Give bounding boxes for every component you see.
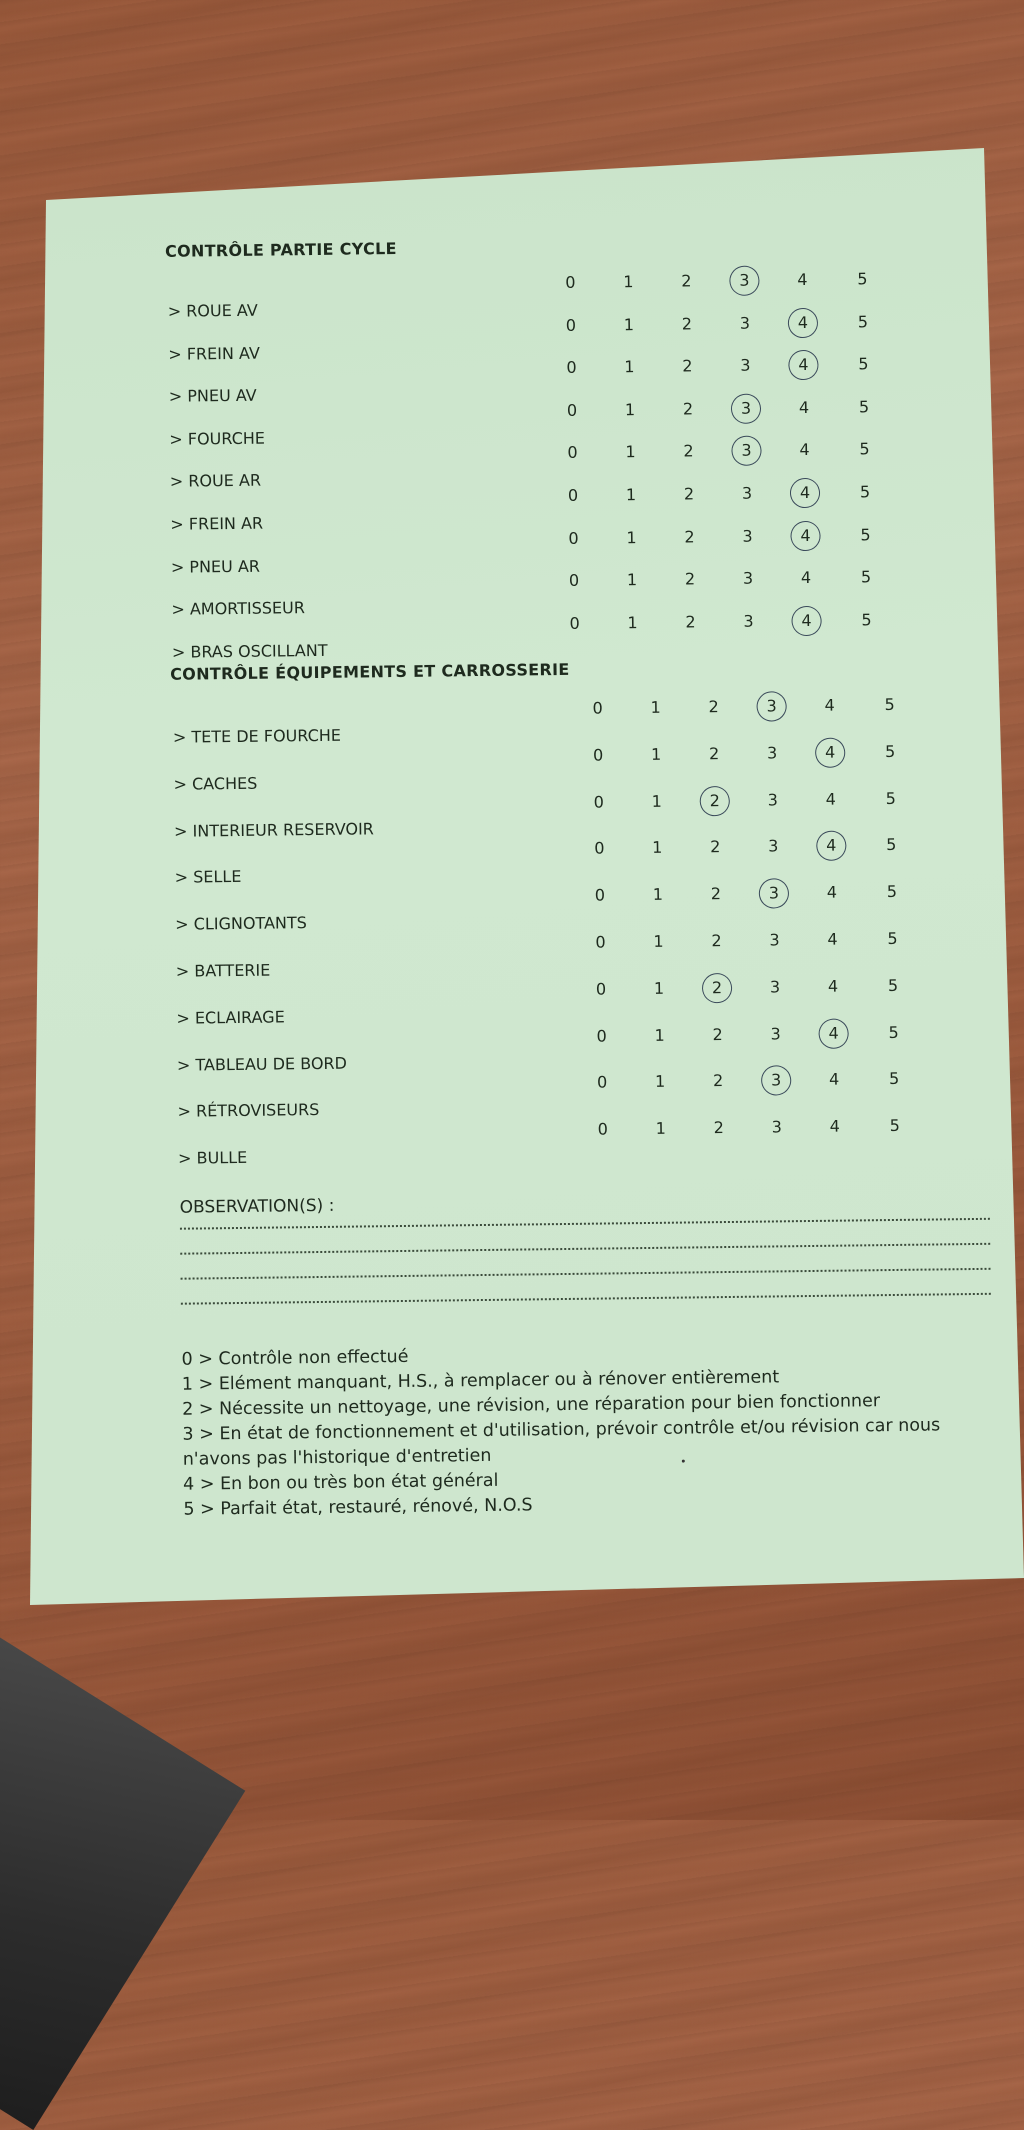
checklist-item-label: > FREIN AV xyxy=(168,343,260,364)
score-option-circled[interactable]: 4 xyxy=(791,353,815,377)
observation-line[interactable] xyxy=(181,1268,991,1280)
score-option[interactable]: 0 xyxy=(567,443,578,463)
score-option[interactable]: 3 xyxy=(771,1117,782,1137)
checklist-item-label: > FOURCHE xyxy=(169,428,266,449)
rating-scale xyxy=(0,265,1024,308)
score-option[interactable]: 2 xyxy=(713,1118,724,1138)
score-option[interactable]: 5 xyxy=(888,1022,899,1042)
score-option-circled[interactable]: 4 xyxy=(818,740,842,764)
score-option[interactable]: 0 xyxy=(594,885,606,905)
score-option[interactable]: 1 xyxy=(655,1118,666,1139)
score-option[interactable]: 0 xyxy=(569,613,580,633)
score-option[interactable]: 5 xyxy=(886,882,898,902)
score-option[interactable]: 2 xyxy=(710,837,721,857)
score-option[interactable]: 0 xyxy=(594,838,605,859)
score-option[interactable]: 3 xyxy=(741,483,753,503)
score-option[interactable]: 2 xyxy=(681,313,693,334)
score-option[interactable]: 3 xyxy=(768,836,779,856)
legend-item: 2 > Nécessite un nettoyage, une révision, une réparation pour bien fonctionner xyxy=(182,1391,881,1420)
score-option-circled[interactable]: 4 xyxy=(793,523,817,547)
section-title-cycle: CONTRÔLE PARTIE CYCLE xyxy=(164,238,397,261)
score-option[interactable]: 5 xyxy=(887,975,899,995)
checklist-item-label: > FREIN AR xyxy=(170,513,264,534)
score-option[interactable]: 2 xyxy=(711,931,722,951)
score-option[interactable]: 2 xyxy=(684,526,695,547)
score-option[interactable]: 4 xyxy=(828,1070,840,1090)
legend-item: 3 > En état de fonctionnement et d'utilisation, prévoir contrôle et/ou révision car nous n'avons pas l'historique d'entretien xyxy=(182,1415,941,1470)
score-option[interactable]: 3 xyxy=(743,611,754,631)
score-option[interactable]: 3 xyxy=(769,930,780,950)
score-option[interactable]: 0 xyxy=(596,1026,607,1046)
score-option[interactable]: 5 xyxy=(857,311,869,331)
score-option[interactable]: 1 xyxy=(650,744,662,764)
score-option[interactable]: 1 xyxy=(623,314,635,334)
score-option[interactable]: 4 xyxy=(798,397,810,417)
score-option[interactable]: 0 xyxy=(595,932,606,952)
score-option[interactable]: 5 xyxy=(859,439,870,459)
score-option[interactable]: 1 xyxy=(625,485,637,505)
section-title-equipment: CONTRÔLE ÉQUIPEMENTS ET CARROSSERIE xyxy=(170,659,570,684)
checklist-item-label: > ROUE AR xyxy=(169,471,262,492)
score-option[interactable]: 0 xyxy=(565,272,576,292)
score-option[interactable]: 3 xyxy=(770,1023,781,1044)
score-option[interactable]: 4 xyxy=(827,929,838,949)
observations-label: OBSERVATION(S) : xyxy=(179,1195,335,1218)
score-option[interactable]: 5 xyxy=(857,269,868,289)
score-option[interactable]: 0 xyxy=(565,315,577,335)
score-option[interactable]: 2 xyxy=(684,569,696,589)
score-option-circled[interactable]: 3 xyxy=(734,439,758,463)
score-option[interactable]: 2 xyxy=(712,1071,724,1091)
score-option[interactable]: 0 xyxy=(592,745,604,765)
score-option[interactable]: 1 xyxy=(627,612,638,632)
score-option[interactable]: 0 xyxy=(592,698,603,718)
checklist-item-label: > ROUE AV xyxy=(167,300,258,321)
legend-item: 1 > Elément manquant, H.S., à remplacer ou à rénover entièrement xyxy=(181,1367,780,1395)
score-option[interactable]: 5 xyxy=(858,397,870,417)
score-option[interactable]: 3 xyxy=(742,526,753,546)
legend-item: 0 > Contrôle non effectué xyxy=(181,1346,409,1370)
score-option[interactable]: 2 xyxy=(683,441,694,461)
score-option[interactable]: 1 xyxy=(624,357,635,377)
score-option[interactable]: 1 xyxy=(652,884,664,905)
score-option[interactable]: 1 xyxy=(624,399,636,420)
score-option-circled[interactable]: 2 xyxy=(703,789,727,813)
score-option[interactable]: 3 xyxy=(739,313,751,333)
checklist-item-label: > CLIGNOTANTS xyxy=(175,913,307,934)
score-option[interactable]: 2 xyxy=(708,743,720,764)
checklist-item-label: > TETE DE FOURCHE xyxy=(172,725,342,747)
score-option[interactable]: 4 xyxy=(824,695,835,715)
rating-scale xyxy=(6,691,1024,734)
checklist-item-label: > TABLEAU DE BORD xyxy=(176,1053,348,1075)
score-option[interactable]: 2 xyxy=(682,356,693,376)
ink-dot xyxy=(682,1460,685,1463)
score-option[interactable]: 1 xyxy=(654,1025,665,1045)
score-option[interactable]: 1 xyxy=(626,570,638,590)
score-option[interactable]: 0 xyxy=(566,400,578,420)
score-option[interactable]: 5 xyxy=(885,788,896,808)
score-option[interactable]: 0 xyxy=(568,570,580,591)
score-option[interactable]: 1 xyxy=(653,931,664,951)
score-option[interactable]: 0 xyxy=(568,528,579,548)
score-option-circled[interactable]: 4 xyxy=(793,481,817,505)
score-option[interactable]: 3 xyxy=(766,743,778,763)
checklist-item-label: > INTERIEUR RESERVOIR xyxy=(173,818,374,841)
score-option[interactable]: 5 xyxy=(884,694,895,715)
score-option[interactable]: 1 xyxy=(650,697,661,717)
score-option[interactable]: 1 xyxy=(626,527,637,547)
score-option[interactable]: 4 xyxy=(829,1116,840,1136)
checklist-item-label: > BATTERIE xyxy=(175,960,271,981)
score-option[interactable]: 0 xyxy=(566,357,577,378)
score-option[interactable]: 0 xyxy=(567,485,579,505)
score-option[interactable]: 1 xyxy=(623,272,634,292)
score-option[interactable]: 4 xyxy=(799,440,810,460)
score-option[interactable]: 4 xyxy=(800,568,812,588)
score-option[interactable]: 2 xyxy=(712,1024,723,1044)
checklist-row xyxy=(11,1116,1024,1191)
score-option[interactable]: 5 xyxy=(886,835,897,855)
score-option[interactable]: 5 xyxy=(859,482,871,502)
score-option[interactable]: 2 xyxy=(710,884,722,904)
score-option[interactable]: 2 xyxy=(681,271,692,291)
score-option-circled[interactable]: 3 xyxy=(734,396,758,420)
rating-legend xyxy=(181,1338,1003,1523)
checklist-item-label: > PNEU AV xyxy=(168,385,257,406)
score-option[interactable]: 4 xyxy=(797,269,808,290)
observation-line[interactable] xyxy=(181,1293,991,1305)
observation-line[interactable] xyxy=(180,1218,990,1230)
score-option[interactable]: 0 xyxy=(595,979,607,999)
score-option[interactable]: 5 xyxy=(861,610,872,630)
score-option[interactable]: 5 xyxy=(884,741,896,761)
score-option[interactable]: 0 xyxy=(593,792,604,812)
score-option-circled[interactable]: 4 xyxy=(791,310,815,334)
score-option[interactable]: 2 xyxy=(683,484,695,504)
score-option[interactable]: 5 xyxy=(858,354,869,374)
legend-item: 5 > Parfait état, restauré, rénové, N.O.S xyxy=(183,1495,533,1520)
score-option[interactable]: 1 xyxy=(654,1072,666,1092)
score-option[interactable]: 3 xyxy=(767,789,778,810)
score-option[interactable]: 1 xyxy=(651,791,662,811)
score-option[interactable]: 2 xyxy=(685,612,696,632)
score-option-circled[interactable]: 3 xyxy=(762,881,786,905)
score-option-circled[interactable]: 4 xyxy=(821,1021,845,1045)
score-option[interactable]: 5 xyxy=(889,1116,900,1136)
score-option[interactable]: 2 xyxy=(682,399,694,419)
score-option[interactable]: 3 xyxy=(742,568,754,588)
score-option[interactable]: 1 xyxy=(652,838,663,858)
checklist-item-label: > AMORTISSEUR xyxy=(171,598,306,619)
score-option[interactable]: 3 xyxy=(740,355,751,375)
checklist-item-label: > BULLE xyxy=(177,1148,248,1168)
score-option[interactable]: 1 xyxy=(653,978,665,998)
score-option[interactable]: 1 xyxy=(625,442,636,462)
score-option-circled[interactable]: 4 xyxy=(819,834,843,858)
score-option[interactable]: 3 xyxy=(769,977,781,997)
score-option-circled[interactable]: 3 xyxy=(759,694,783,718)
score-option[interactable]: 5 xyxy=(887,928,898,949)
score-option-circled[interactable]: 3 xyxy=(764,1069,788,1093)
score-option[interactable]: 5 xyxy=(888,1069,900,1089)
checklist-item-label: > BRAS OSCILLANT xyxy=(171,640,328,662)
score-option-circled[interactable]: 3 xyxy=(732,269,756,293)
legend-item: 4 > En bon ou très bon état général xyxy=(182,1470,499,1495)
checklist-item-label: > PNEU AR xyxy=(170,556,261,577)
checklist-item-label: > CACHES xyxy=(173,773,258,794)
checklist-item-label: > RÉTROVISEURS xyxy=(177,1100,320,1122)
score-option[interactable]: 2 xyxy=(708,697,719,717)
checklist-item-label: > ECLAIRAGE xyxy=(176,1007,285,1028)
score-option-circled[interactable]: 2 xyxy=(705,976,729,1000)
score-option[interactable]: 4 xyxy=(825,789,836,809)
score-option[interactable]: 4 xyxy=(827,976,839,996)
checklist-item-label: > SELLE xyxy=(174,867,242,888)
score-option[interactable]: 0 xyxy=(596,1072,608,1092)
score-option[interactable]: 0 xyxy=(597,1119,608,1139)
score-option[interactable]: 4 xyxy=(826,882,838,902)
score-option[interactable]: 5 xyxy=(860,567,872,587)
observation-line[interactable] xyxy=(180,1243,990,1255)
score-option[interactable]: 5 xyxy=(860,524,871,544)
score-option-circled[interactable]: 4 xyxy=(794,609,818,633)
